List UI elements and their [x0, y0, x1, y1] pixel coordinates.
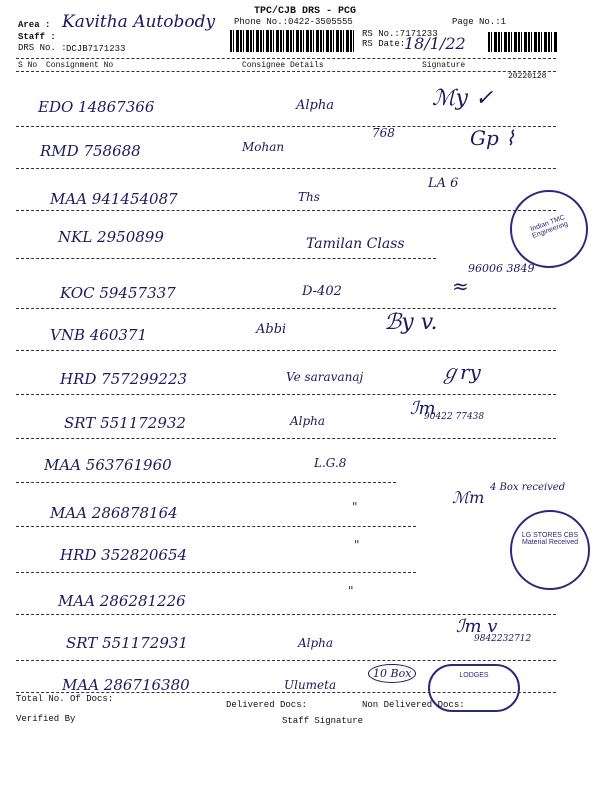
row-12-line — [16, 614, 556, 615]
row-1-signature: ℳy ✓ — [432, 86, 494, 111]
row-8-consignment: SRT 551172932 — [64, 414, 186, 432]
row-5-signature: ≈ — [452, 274, 469, 298]
row-13-signature: ℐm v — [456, 616, 498, 637]
column-consignment: Consignment No — [46, 61, 114, 70]
row-5-line — [16, 308, 556, 309]
footer-divider — [16, 692, 556, 693]
row-4-note: 96006 3849 — [468, 262, 535, 275]
date-stamp: 20220128 — [508, 72, 547, 81]
barcode — [230, 30, 356, 52]
row-4-consignee: Tamilan Class — [306, 236, 405, 252]
row-2-line — [16, 168, 556, 169]
header-divider-top — [16, 58, 556, 59]
row-7-signature: ℊry — [440, 360, 481, 384]
drs-value: DCJB7171233 — [66, 44, 126, 54]
total-docs-label: Total No. Of Docs: — [16, 694, 114, 704]
drs-label: DRS No. : — [18, 43, 67, 53]
row-11-consignment: HRD 352820654 — [60, 546, 188, 564]
phone-number: Phone No.:0422-3505555 — [234, 17, 353, 27]
document-title: TPC/CJB DRS - PCG — [254, 6, 357, 17]
row-9-consignment: MAA 563761960 — [44, 456, 172, 474]
row-12-consignee: " — [348, 584, 354, 598]
header-divider-bottom — [16, 71, 556, 72]
company-stamp-engineering: Indian TMC Engineering — [510, 190, 588, 268]
row-8-note: 90422 77438 — [424, 412, 485, 422]
row-2-consignee: Mohan — [242, 140, 285, 154]
row-3-note: LA 6 — [428, 176, 459, 191]
rs-date-label: RS Date: — [362, 39, 406, 49]
row-7-line — [16, 394, 556, 395]
row-8-signature: ℐm — [410, 398, 436, 419]
row-4-line — [16, 258, 436, 259]
rs-date-value: 18/1/22 — [404, 34, 466, 53]
non-delivered-docs-label: Non Delivered Docs: — [362, 700, 465, 710]
row-1-consignment: EDO 14867366 — [38, 98, 155, 116]
row-6-signature: ℬy v. — [384, 310, 438, 335]
area-value: Kavitha Autobody — [62, 12, 216, 32]
row-1-consignee: Alpha — [296, 98, 334, 113]
row-13-note: 9842232712 — [474, 634, 532, 644]
verified-by-label: Verified By — [16, 714, 76, 724]
row-13-line — [16, 660, 556, 661]
row-10-line — [16, 526, 416, 527]
row-2-note: 768 — [372, 126, 395, 140]
row-10-signature: ℳm — [452, 488, 485, 507]
row-4-consignment: NKL 2950899 — [58, 228, 164, 246]
row-14-consignment: MAA 286716380 — [62, 676, 190, 694]
rs-number: RS No.:7171233 — [362, 29, 438, 39]
staff-signature-label: Staff Signature — [282, 716, 364, 726]
staff-label: Staff : — [18, 32, 56, 42]
row-5-consignment: KOC 59457337 — [60, 284, 176, 302]
row-13-consignee: Alpha — [298, 636, 334, 650]
row-11-consignee: " — [354, 538, 360, 552]
row-10-consignment: MAA 286878164 — [50, 504, 178, 522]
row-5-consignee: D-402 — [302, 284, 342, 299]
row-10-note: 4 Box received — [490, 482, 566, 493]
row-10-consignee: " — [352, 500, 358, 514]
row-9-line — [16, 482, 396, 483]
row-6-consignment: VNB 460371 — [50, 326, 148, 344]
barcode-right — [488, 32, 558, 52]
row-7-consignee: Ve saravanaj — [286, 370, 364, 384]
row-2-consignment: RMD 758688 — [40, 142, 141, 160]
row-3-consignee: Ths — [298, 190, 320, 204]
column-sno: S No — [18, 61, 38, 70]
row-13-consignment: SRT 551172931 — [66, 634, 188, 652]
row-3-line — [16, 210, 556, 211]
page-number: Page No.:1 — [452, 17, 507, 27]
row-8-line — [16, 438, 556, 439]
row-6-line — [16, 350, 556, 351]
row-8-consignee: Alpha — [290, 414, 326, 428]
row-2-signature: Gp ⌇ — [470, 126, 515, 150]
row-3-consignment: MAA 941454087 — [50, 190, 178, 208]
row-7-consignment: HRD 757299223 — [60, 370, 188, 388]
column-signature: Signature — [422, 61, 466, 70]
row-14-note: 10 Box — [368, 664, 416, 683]
lodges-stamp: LODGES — [428, 664, 520, 712]
lg-stores-stamp: LG STORES CBS Material Received — [510, 510, 590, 590]
row-12-consignment: MAA 286281226 — [58, 592, 186, 610]
area-label: Area : — [18, 20, 51, 30]
row-6-consignee: Abbi — [256, 322, 287, 337]
column-consignee: Consignee Details — [242, 61, 324, 70]
row-9-consignee: L.G.8 — [314, 456, 347, 470]
row-14-consignee: Ulumeta — [284, 678, 337, 692]
row-11-line — [16, 572, 416, 573]
delivered-docs-label: Delivered Docs: — [226, 700, 308, 710]
